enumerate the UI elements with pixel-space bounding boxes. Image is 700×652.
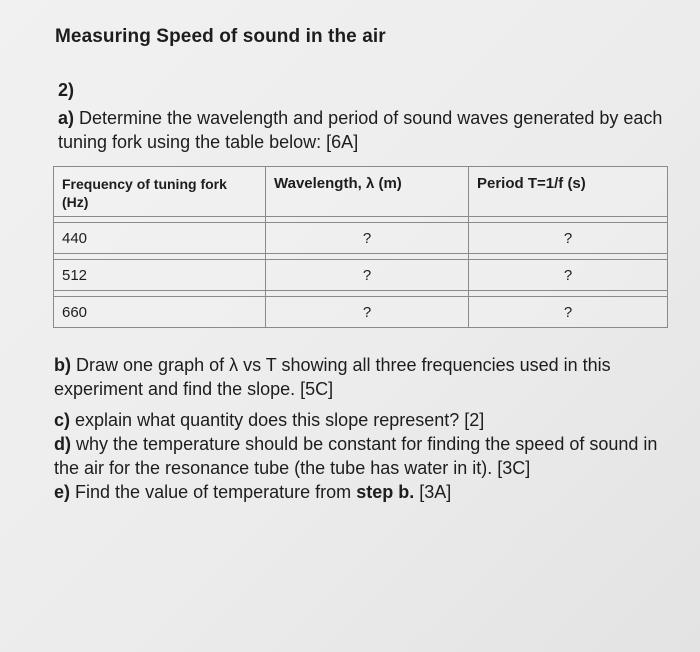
table-row	[54, 223, 668, 254]
table-row	[54, 260, 668, 291]
part-d-body: why the temperature should be constant for finding the speed of sound in the air for the resonance tube (the tube has water in it). [3C]	[54, 434, 658, 478]
header-period: Period T=1/f (s)	[469, 167, 668, 217]
cell-wavelength: ?	[266, 260, 469, 291]
cell-frequency: 440	[54, 223, 266, 254]
cell-period: ?	[469, 223, 668, 254]
header-wavelength: Wavelength, λ (m)	[266, 167, 469, 217]
table-row	[54, 297, 668, 328]
part-b-body: Draw one graph of λ vs T showing all three frequencies used in this experiment and find the slope. [5C]	[54, 355, 611, 399]
part-d-label: d)	[54, 434, 71, 454]
part-c-body: explain what quantity does this slope represent? [2]	[75, 410, 485, 430]
cell-wavelength: ?	[266, 223, 469, 254]
cell-frequency: 660	[54, 297, 266, 328]
part-c-text	[54, 408, 664, 432]
part-e-body: Find the value of temperature from	[75, 482, 352, 502]
header-frequency: Frequency of tuning fork (Hz)	[54, 167, 266, 217]
part-a-label: a)	[58, 108, 75, 128]
question-number: 2)	[58, 80, 75, 100]
part-b-label: b)	[54, 355, 71, 375]
part-d-text	[54, 432, 664, 480]
part-e-label: e)	[54, 482, 71, 502]
part-e-step-ref: step b.	[356, 482, 415, 502]
data-table	[53, 166, 668, 328]
part-e-marks: [3A]	[419, 482, 452, 502]
part-c-label: c)	[54, 410, 71, 430]
questions-list	[54, 353, 664, 504]
part-e-text	[54, 480, 664, 504]
part-a-text	[58, 106, 678, 154]
part-b-text	[54, 353, 664, 401]
cell-period: ?	[469, 260, 668, 291]
cell-frequency: 512	[54, 260, 266, 291]
cell-wavelength: ?	[266, 297, 469, 328]
cell-period: ?	[469, 297, 668, 328]
table-header-row	[54, 167, 668, 217]
page-title: Measuring Speed of sound in the air	[55, 26, 386, 47]
part-a-body: Determine the wavelength and period of sound waves generated by each tuning fork using the table below: [6A]	[58, 108, 663, 152]
